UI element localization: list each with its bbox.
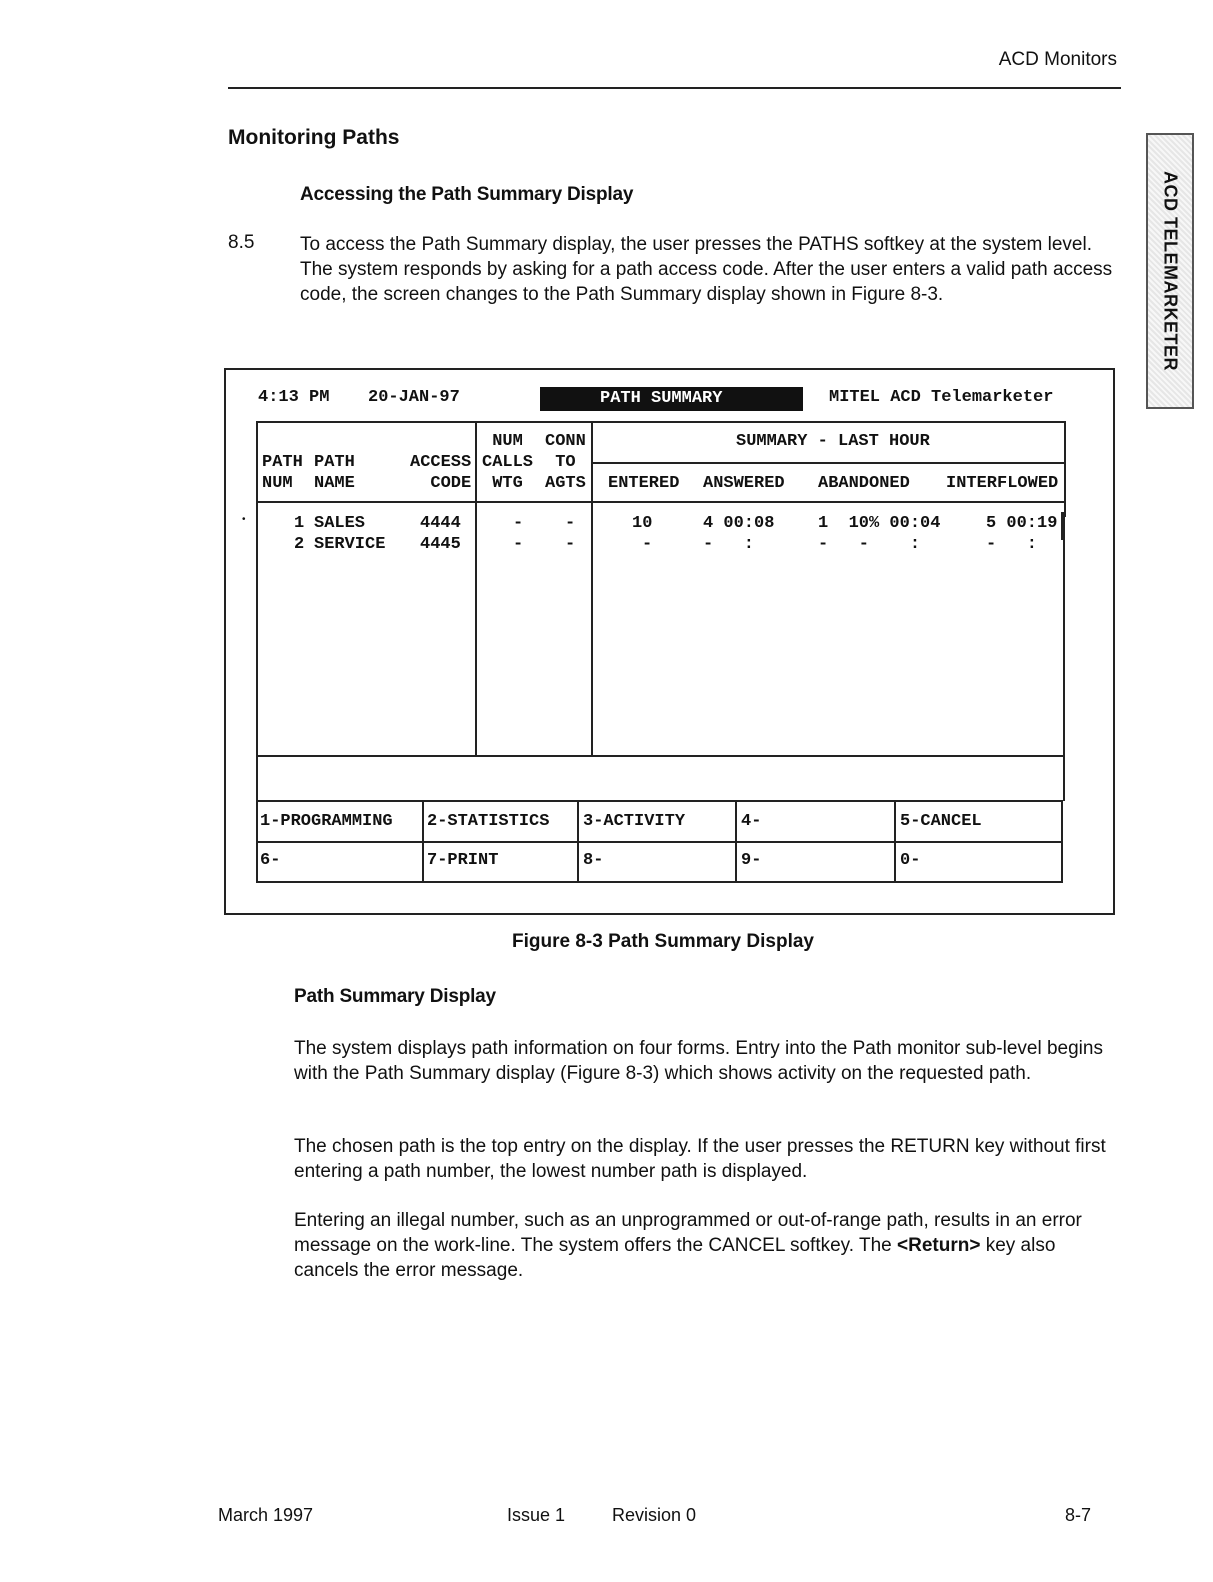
screen-time: 4:13 PM: [258, 388, 330, 407]
softkey-vline-5: [1061, 800, 1063, 883]
softkey-mid: [256, 841, 1063, 843]
row2-answered: - :: [703, 535, 755, 554]
paragraph-text: To access the Path Summary display, the user presses the PATHS softkey at the system level. The system responds by asking for a path access code. After the user enters a valid path access code, the screen changes to the Path Summary display shown in Figure 8-3.: [300, 234, 1113, 305]
screen-date: 20-JAN-97: [368, 388, 460, 407]
row2-num: 2: [294, 535, 305, 554]
row1-code: 4444: [420, 514, 461, 533]
body-paragraph-2: The chosen path is the top entry on the display. If the user presses the RETURN key without first entering a path number, the lowest number path is displayed.: [294, 1136, 1106, 1182]
hdr-summary: SUMMARY - LAST HOUR: [736, 432, 930, 451]
workline-left: [256, 757, 258, 801]
body-bottom-border: [256, 755, 1064, 757]
summary-divider: [591, 462, 1066, 464]
header-bottom-border: [256, 501, 1066, 503]
hdr-entered: ENTERED: [608, 474, 680, 493]
hdr-path-num: PATH NUM: [262, 453, 303, 493]
path-summary-screen: [224, 368, 1115, 915]
body-paragraph-3: [294, 1208, 1120, 1283]
section-title: Monitoring Paths: [228, 126, 400, 149]
row1-agts: -: [565, 514, 576, 533]
screen-banner: [540, 387, 803, 411]
body-paragraph-1: The system displays path information on four forms. Entry into the Path monitor sub-level begins with the Path Summary display (Figure 8-3) which shows activity on the requested path.: [294, 1038, 1103, 1084]
screen-product: MITEL ACD Telemarketer: [829, 388, 1054, 407]
softkey-vline-2: [577, 800, 579, 883]
hdr-num-calls: NUM CALLS WTG: [482, 432, 534, 493]
table-top-border: [256, 421, 1066, 423]
softkey-7[interactable]: 7-PRINT: [427, 851, 499, 870]
screen-banner-label: PATH SUMMARY: [600, 389, 723, 408]
row2-entered: -: [642, 535, 653, 554]
subsection-title: Accessing the Path Summary Display: [300, 184, 634, 205]
table-right-border-lower: [1063, 540, 1065, 760]
footer-date: March 1997: [218, 1505, 314, 1525]
running-header: ACD Monitors: [998, 49, 1117, 70]
side-tab-label: ACD TELEMARKETER: [1160, 171, 1181, 371]
softkey-top: [256, 800, 1063, 802]
body-paragraph-3-b: key also cancels the error message.: [294, 1235, 1056, 1281]
row1-name: SALES: [314, 514, 366, 533]
return-key: <Return>: [897, 1235, 981, 1256]
hdr-abandoned: ABANDONED: [818, 474, 910, 493]
row2-agts: -: [565, 535, 576, 554]
softkey-2[interactable]: 2-STATISTICS: [427, 812, 550, 831]
row2-wtg: -: [513, 535, 524, 554]
row1-entered: 10: [632, 514, 653, 533]
softkey-5[interactable]: 5-CANCEL: [900, 812, 982, 831]
row1-abandoned: 1 10% 00:04: [818, 514, 941, 533]
hdr-answered: ANSWERED: [703, 474, 785, 493]
row2-name: SERVICE: [314, 535, 386, 554]
footer-page: 8-7: [1065, 1505, 1092, 1525]
col-divider-2: [591, 421, 593, 757]
subsection2-title: Path Summary Display: [294, 986, 496, 1007]
row1-wtg: -: [513, 514, 524, 533]
row2-abandoned: - - :: [818, 535, 921, 554]
softkey-4[interactable]: 4-: [741, 812, 762, 831]
softkey-vline-3: [735, 800, 737, 883]
softkey-3[interactable]: 3-ACTIVITY: [583, 812, 686, 831]
row2-interflowed: - :: [986, 535, 1038, 554]
row1-answered: 4 00:08: [703, 514, 775, 533]
figure-caption: Figure 8-3 Path Summary Display: [512, 931, 814, 952]
row2-code: 4445: [420, 535, 461, 554]
footer-revision: Revision 0: [612, 1505, 697, 1525]
workline-right: [1063, 757, 1065, 801]
hdr-access-code: ACCESS CODE: [410, 453, 472, 493]
softkey-1[interactable]: 1-PROGRAMMING: [260, 812, 393, 831]
softkey-vline-1: [422, 800, 424, 883]
cursor-block: [1061, 512, 1065, 540]
softkey-bottom: [256, 881, 1063, 883]
paragraph-number: 8.5: [228, 232, 255, 253]
hdr-interflowed: INTERFLOWED: [946, 474, 1059, 493]
softkey-0[interactable]: 0-: [900, 851, 921, 870]
hdr-path-name: PATH NAME: [314, 453, 355, 493]
hdr-conn-to: CONN TO AGTS: [545, 432, 586, 493]
body-paragraph-3-a: Entering an illegal number, such as an unprogrammed or out-of-range path, results in an error message on the work-line. The system offers the CANCEL softkey. The: [294, 1210, 1082, 1256]
row1-num: 1: [294, 514, 305, 533]
side-tab: [1146, 133, 1194, 409]
footer-issue: Issue 1: [507, 1505, 566, 1525]
col-divider-1: [475, 421, 477, 757]
softkey-9[interactable]: 9-: [741, 851, 762, 870]
header-rule: [228, 87, 1121, 89]
row1-interflowed: 5 00:19: [986, 514, 1058, 533]
row-marker: •: [242, 514, 246, 525]
table-left-border: [256, 421, 258, 757]
softkey-6[interactable]: 6-: [260, 851, 281, 870]
softkey-vline-4: [894, 800, 896, 883]
softkey-8[interactable]: 8-: [583, 851, 604, 870]
softkey-vline-0: [256, 800, 258, 883]
